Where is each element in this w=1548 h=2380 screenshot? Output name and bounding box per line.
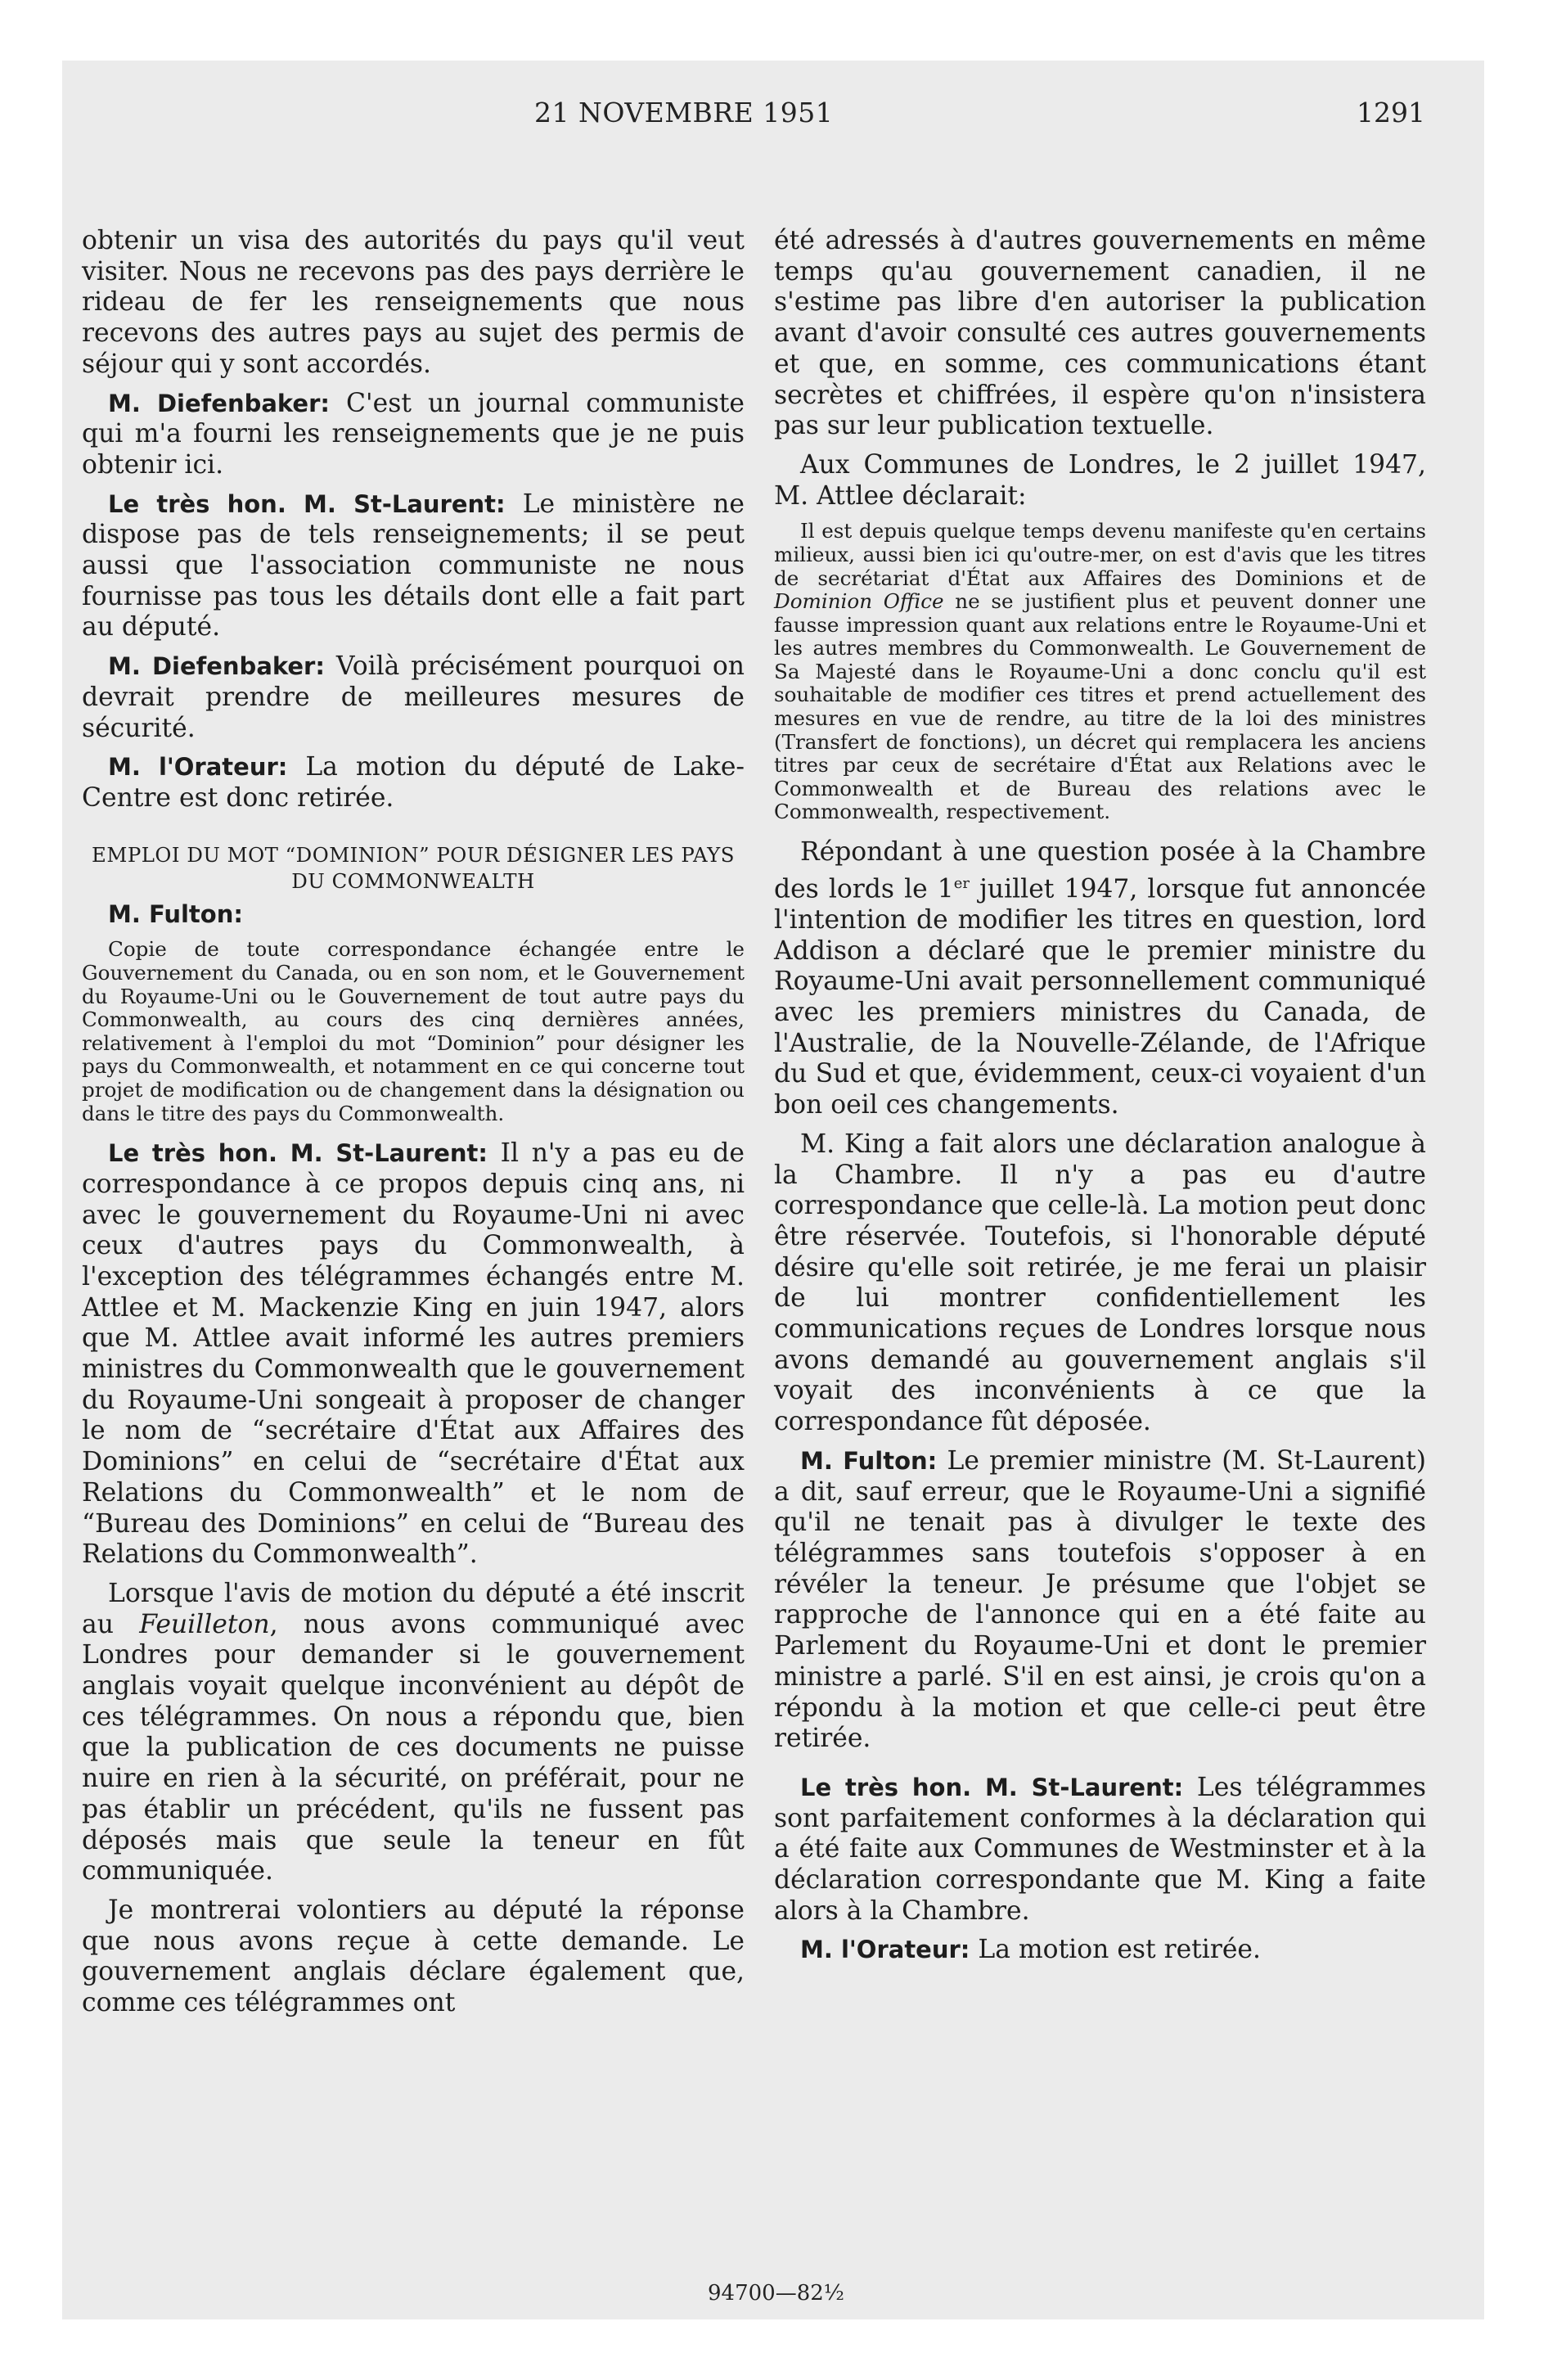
paragraph: Je montrerai volontiers au député la réponse que nous avons reçue à cette demande. Le gouvernement anglais déclare également que, comme ces télégrammes ont [82, 1895, 745, 2018]
speaker-name: M. Diefenbaker: [108, 652, 325, 681]
quoted-motion: Copie de toute correspondance échangée entre le Gouvernement du Canada, ou en son nom, et le Gouvernement du Royaume-Uni ou le Gouvernement de tout autre pays du Commonwealth, au cours des cinq dernières années, relativement à l'emploi du mot “Dominion” pour désigner les pays du Commonwealth, et notamment en ce qui concerne tout projet de modification ou de changement dans la désignation ou dans le titre des pays du Commonwealth. [82, 937, 745, 1125]
paragraph [82, 899, 745, 931]
speaker-name: Le très hon. M. St-Laurent: [800, 1773, 1184, 1801]
paragraph: M. King a fait alors une déclaration analogue à la Chambre. Il n'y a pas eu d'autre correspondance que celle-là. La motion peut donc être réservée. Toutefois, si l'honorable député désire qu'elle soit retirée, je me ferai un plaisir de lui montrer confidentiellement les communications reçues de Londres lorsque nous avons demandé au gouvernement anglais s'il voyait des inconvénients à ce que la correspondance fût déposée. [774, 1129, 1426, 1437]
speech-text: Le ministère ne dispose pas de tels renseignements; il se peut aussi que l'association communiste ne nous fournisse pas tous les détails dont elle a fait part au député. [82, 489, 745, 642]
paragraph [82, 489, 745, 644]
speech-text: C'est un journal communiste qui m'a fourni les renseignements que je ne puis obtenir ici. [82, 388, 745, 480]
section-heading: EMPLOI DU MOT “DOMINION” POUR DÉSIGNER LES PAYS DU COMMONWEALTH [92, 842, 735, 893]
paragraph [774, 837, 1426, 1121]
speaker-name: M. Fulton: [800, 1446, 938, 1475]
speaker-name: Le très hon. M. St-Laurent: [108, 489, 506, 518]
italic-text: Feuilleton [139, 1609, 270, 1639]
speaker-name: Le très hon. M. St-Laurent: [108, 1139, 488, 1168]
speaker-name: M. Diefenbaker: [108, 389, 331, 417]
speech-text: juillet 1947, lorsque fut annoncée l'intention de modifier les titres en question, lord Addison a déclaré que le premier ministre du Royaume-Uni avait personnellement communiqué avec les premiers ministres du Canada, de l'Australie, de la Nouvelle-Zélande, de l'Afrique du Sud et que, évidemment, ceux-ci voyaient d'un bon oeil ces changements. [774, 874, 1426, 1120]
speech-text: Répondant à une question posée à la Chambre des lords le 1 [774, 837, 1426, 904]
speaker-name: M. l'Orateur: [108, 753, 288, 782]
header-date: 21 NOVEMBRE 1951 [534, 97, 834, 128]
speech-text: Le premier ministre (M. St-Laurent) a dit, sauf erreur, que le Royaume-Uni a signifié qu'il ne tenait pas à divulger le texte des télégrammes sans toutefois s'opposer à en révéler la teneur. Je présume que l'objet se rapproche de l'annonce qui en a été faite au Parlement du Royaume-Uni et dont le premier ministre a parlé. S'il en est ainsi, je crois qu'on a répondu à la motion et que celle-ci peut être retirée. [774, 1445, 1426, 1754]
page-number: 1291 [1357, 97, 1425, 128]
left-column [82, 226, 745, 2027]
paragraph [82, 1138, 745, 1571]
quote-text: ne se justifient plus et peuvent donner une fausse impression quant aux relations entre le Royaume-Uni et les autres membres du Commonwealth. Le Gouvernement de Sa Majesté dans le Royaume-Uni a donc conclu qu'il est souhaitable de modifier ces titres et prend actuellement des mesures en vue de rendre, au titre de la loi des ministres (Transfert de fonctions), un décret qui remplacera les anciens titres par ceux de secrétaire d'État aux Relations avec le Commonwealth et de Bureau des relations avec le Commonwealth, respectivement. [774, 589, 1427, 824]
paragraph [82, 1579, 745, 1887]
speech-text: La motion du député de Lake-Centre est donc retirée. [82, 752, 745, 813]
right-column [774, 226, 1426, 1974]
quote-text: Il est depuis quelque temps devenu manifeste qu'en certains milieux, aussi bien ici qu'outre-mer, on est d'avis que les titres de secrétariat d'État aux Affaires des Dominions et de [774, 519, 1426, 590]
italic-text: Dominion Office [774, 589, 944, 614]
speaker-name: M. l'Orateur: [800, 1936, 970, 1964]
footer-code: 94700—82½ [708, 2281, 844, 2306]
speech-text: Lorsque l'avis de motion du député a été inscrit au [82, 1578, 745, 1639]
speech-text: , nous avons communiqué avec Londres pour demander si le gouvernement anglais voyait quelque inconvénient au dépôt de ces télégrammes. On nous a répondu que, bien que la publication de ces documents ne puisse nuire en rien à la sécurité, on préférait, pour ne pas établir un précédent, qu'ils ne fussent pas déposés mais que seule la teneur en fût communiquée. [82, 1609, 745, 1886]
superscript: er [953, 874, 970, 892]
paragraph: Aux Communes de Londres, le 2 juillet 1947, M. Attlee déclarait: [774, 449, 1426, 511]
paragraph [774, 1446, 1426, 1755]
paragraph [82, 389, 745, 481]
quoted-statement [774, 520, 1426, 824]
speech-text: Les télégrammes sont parfaitement conformes à la déclaration qui a été faite aux Communes de Westminster et à la déclaration correspondante que M. King a faite alors à la Chambre. [774, 1772, 1427, 1926]
paragraph [82, 651, 745, 744]
speech-text: La motion est retirée. [970, 1935, 1261, 1965]
page-header [0, 97, 1548, 137]
speaker-name: M. Fulton: [108, 899, 243, 928]
paragraph [82, 752, 745, 814]
paragraph [774, 1773, 1426, 1927]
paragraph: été adressés à d'autres gouvernements en même temps qu'au gouvernement canadien, il ne s'estime pas libre d'en autoriser la publication avant d'avoir consulté ces autres gouvernements et que, en somme, ces communications étant secrètes et chiffrées, il espère qu'on n'insistera pas sur leur publication textuelle. [774, 226, 1426, 441]
paragraph [774, 1935, 1426, 1966]
speech-text: Voilà précisément pourquoi on devrait prendre de meilleures mesures de sécurité. [82, 651, 745, 743]
paragraph: obtenir un visa des autorités du pays qu'il veut visiter. Nous ne recevons pas des pays derrière le rideau de fer les renseignements que nous recevons des autres pays au sujet des permis de séjour qui y sont accordés. [82, 226, 745, 379]
speech-text: Il n'y a pas eu de correspondance à ce propos depuis cinq ans, ni avec le gouvernement du Royaume-Uni ni avec ceux d'autres pays du Commonwealth, à l'exception des télégrammes échangés entre M. Attlee et M. Mackenzie King en juin 1947, alors que M. Attlee avait informé les autres premiers ministres du Commonwealth que le gouvernement du Royaume-Uni songeait à proposer de changer le nom de “secrétaire d'État aux Affaires des Dominions” en celui de “secrétaire d'État aux Relations du Commonwealth” et le nom de “Bureau des Dominions” en celui de “Bureau des Relations du Commonwealth”. [82, 1138, 745, 1570]
